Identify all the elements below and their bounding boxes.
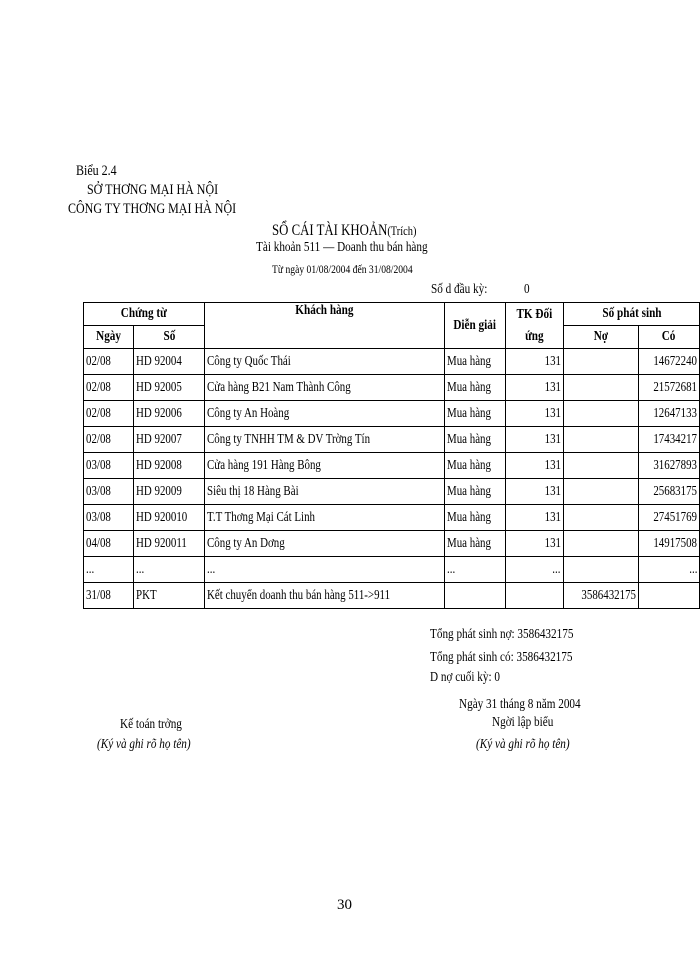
- cell-debit: 3586432175: [563, 583, 638, 609]
- cell-debit: [563, 401, 638, 427]
- accountant-title: Kế toán trởng: [120, 717, 182, 732]
- cell-credit: 27451769: [638, 505, 699, 531]
- cell-contra-account: 131: [506, 349, 564, 375]
- cell-credit: 17434217: [638, 427, 699, 453]
- cell-contra-account: 131: [506, 401, 564, 427]
- header-customer: Khách hàng: [205, 303, 445, 349]
- cell-date: 03/08: [84, 479, 134, 505]
- header-voucher: Chứng từ: [84, 303, 205, 326]
- cell-date: 31/08: [84, 583, 134, 609]
- cell-number: HD 92004: [134, 349, 205, 375]
- cell-contra-account: ...: [506, 557, 564, 583]
- cell-number: PKT: [134, 583, 205, 609]
- cell-date: 03/08: [84, 453, 134, 479]
- cell-customer: Công ty Quốc Thái: [205, 349, 445, 375]
- cell-number: HD 92005: [134, 375, 205, 401]
- accountant-note: (Ký và ghi rõ họ tên): [97, 737, 191, 752]
- cell-credit: ...: [638, 557, 699, 583]
- cell-date: 02/08: [84, 349, 134, 375]
- total-credit: Tổng phát sinh có: 3586432175: [430, 650, 573, 665]
- cell-number: HD 92009: [134, 479, 205, 505]
- cell-description: Mua hàng: [444, 453, 505, 479]
- table-row: [84, 427, 700, 453]
- cell-date: 03/08: [84, 505, 134, 531]
- table-row: [84, 531, 700, 557]
- form-code: Biểu 2.4: [76, 163, 117, 179]
- cell-description: ...: [444, 557, 505, 583]
- cell-description: Mua hàng: [444, 349, 505, 375]
- cell-customer: T.T Thơng Mại Cát Linh: [205, 505, 445, 531]
- cell-contra-account: 131: [506, 479, 564, 505]
- cell-credit: 25683175: [638, 479, 699, 505]
- table-row: [84, 375, 700, 401]
- cell-contra-account: 131: [506, 453, 564, 479]
- ledger-title-suffix: (Trích): [387, 223, 417, 238]
- cell-customer: Công ty TNHH TM & DV Trờng Tín: [205, 427, 445, 453]
- cell-number: HD 92007: [134, 427, 205, 453]
- header-contra-account: TK Đối ứng: [506, 303, 564, 349]
- table-row: [84, 505, 700, 531]
- company-name: CÔNG TY THƠNG MẠI HÀ NỘI: [68, 201, 237, 217]
- cell-contra-account: 131: [506, 505, 564, 531]
- table-row: [84, 557, 700, 583]
- cell-debit: [563, 427, 638, 453]
- cell-credit: [638, 583, 699, 609]
- cell-debit: [563, 349, 638, 375]
- cell-description: [444, 583, 505, 609]
- signature-date: Ngày 31 tháng 8 năm 2004: [459, 697, 581, 712]
- page-number: 30: [337, 897, 352, 913]
- ledger-title-text: SỔ CÁI TÀI KHOẢN: [272, 222, 388, 239]
- table-row: [84, 401, 700, 427]
- cell-number: HD 920010: [134, 505, 205, 531]
- header-debit: Nợ: [563, 326, 638, 349]
- cell-number: ...: [134, 557, 205, 583]
- ledger-title: [272, 222, 416, 240]
- preparer-note: (Ký và ghi rõ họ tên): [476, 737, 570, 752]
- cell-customer: Cửa hàng B21 Nam Thành Công: [205, 375, 445, 401]
- ledger-period: Từ ngày 01/08/2004 đến 31/08/2004: [272, 262, 413, 276]
- cell-credit: 31627893: [638, 453, 699, 479]
- cell-description: Mua hàng: [444, 427, 505, 453]
- department-name: SỞ THƠNG MẠI HÀ NỘI: [87, 182, 219, 198]
- ledger-table: [83, 302, 700, 609]
- cell-number: HD 92006: [134, 401, 205, 427]
- cell-description: Mua hàng: [444, 375, 505, 401]
- cell-customer: ...: [205, 557, 445, 583]
- header-number: Số: [134, 326, 205, 349]
- cell-description: Mua hàng: [444, 505, 505, 531]
- cell-debit: [563, 453, 638, 479]
- closing-balance: D nợ cuối kỳ: 0: [430, 670, 501, 685]
- cell-debit: [563, 375, 638, 401]
- cell-description: Mua hàng: [444, 531, 505, 557]
- cell-contra-account: [506, 583, 564, 609]
- opening-balance-value: 0: [524, 282, 530, 297]
- table-row: [84, 453, 700, 479]
- cell-date: 02/08: [84, 427, 134, 453]
- preparer-title: Ngời lập biểu: [492, 715, 554, 730]
- cell-number: HD 920011: [134, 531, 205, 557]
- header-date: Ngày: [84, 326, 134, 349]
- cell-customer: Cửa hàng 191 Hàng Bông: [205, 453, 445, 479]
- cell-date: 04/08: [84, 531, 134, 557]
- table-header-row: [84, 303, 700, 326]
- cell-customer: Siêu thị 18 Hàng Bài: [205, 479, 445, 505]
- cell-date: 02/08: [84, 375, 134, 401]
- cell-customer: Kết chuyển doanh thu bán hàng 511->911: [205, 583, 445, 609]
- cell-date: ...: [84, 557, 134, 583]
- header-description: Diễn giải: [444, 303, 505, 349]
- cell-debit: [563, 505, 638, 531]
- cell-date: 02/08: [84, 401, 134, 427]
- cell-credit: 14917508: [638, 531, 699, 557]
- cell-contra-account: 131: [506, 427, 564, 453]
- cell-description: Mua hàng: [444, 479, 505, 505]
- cell-debit: [563, 557, 638, 583]
- table-row: [84, 479, 700, 505]
- cell-contra-account: 131: [506, 531, 564, 557]
- cell-customer: Công ty An Dơng: [205, 531, 445, 557]
- cell-description: Mua hàng: [444, 401, 505, 427]
- total-debit: Tổng phát sinh nợ: 3586432175: [430, 627, 574, 642]
- cell-debit: [563, 531, 638, 557]
- header-credit: Có: [638, 326, 699, 349]
- cell-contra-account: 131: [506, 375, 564, 401]
- cell-number: HD 92008: [134, 453, 205, 479]
- opening-balance-label: Số d đầu kỳ:: [431, 282, 488, 297]
- cell-debit: [563, 479, 638, 505]
- header-movement: Số phát sinh: [563, 303, 699, 326]
- table-row: [84, 349, 700, 375]
- table-row: [84, 583, 700, 609]
- cell-credit: 12647133: [638, 401, 699, 427]
- cell-credit: 21572681: [638, 375, 699, 401]
- cell-credit: 14672240: [638, 349, 699, 375]
- ledger-account: Tài khoản 511 — Doanh thu bán hàng: [256, 240, 428, 255]
- cell-customer: Công ty An Hoàng: [205, 401, 445, 427]
